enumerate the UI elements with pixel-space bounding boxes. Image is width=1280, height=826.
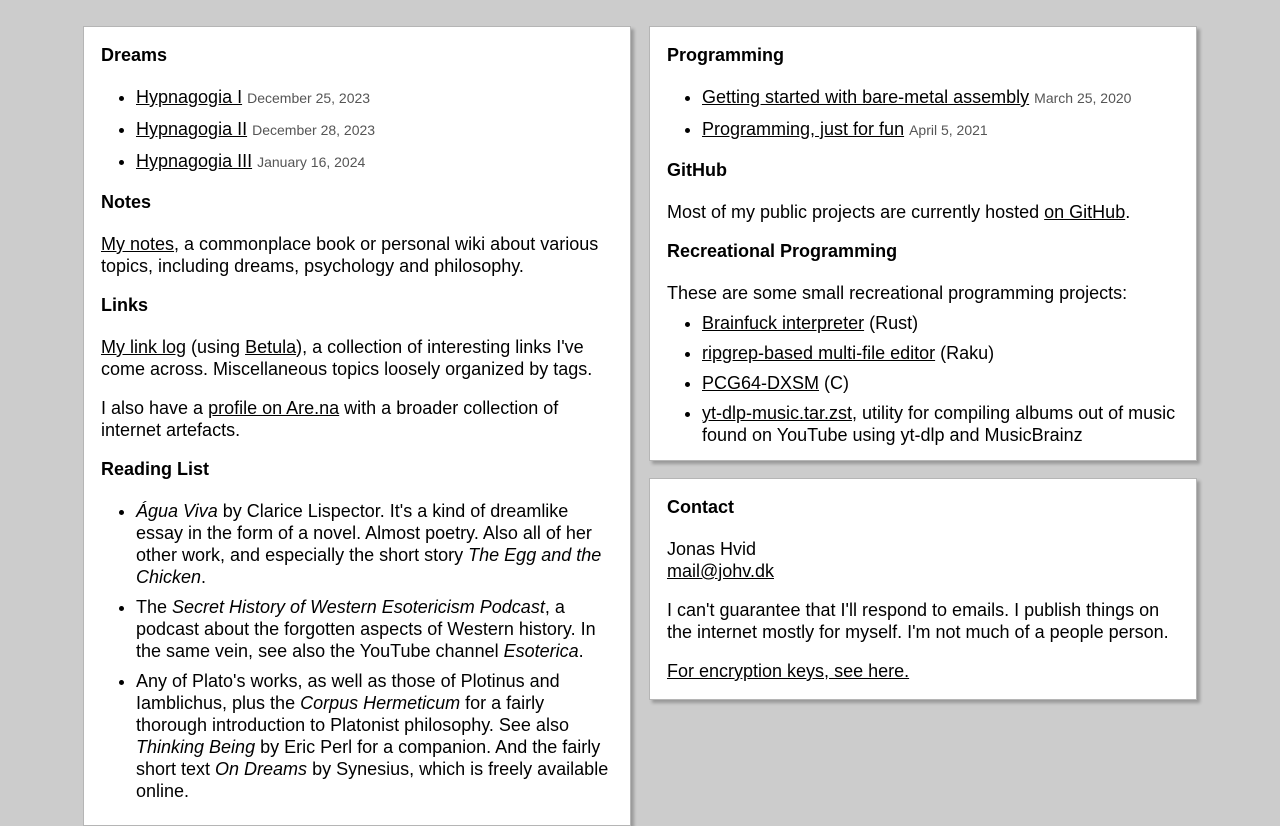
book-title: Corpus Hermeticum <box>300 693 461 713</box>
contact-heading: Contact <box>667 497 734 517</box>
programming-heading: Programming <box>667 45 785 65</box>
programming-card <box>649 26 1197 461</box>
book-title: On Dreams <box>215 759 308 779</box>
project-note: (Raku) <box>935 343 995 363</box>
reading-text: The <box>136 597 173 617</box>
list-item <box>136 670 613 802</box>
list-item <box>136 596 613 662</box>
reading-text: by Eric Perl for a companion. And the fairly short text <box>136 737 601 779</box>
reading-text: . <box>578 641 584 661</box>
reading-text: . <box>201 567 207 587</box>
reading-list-heading: Reading List <box>101 459 210 479</box>
recreational-intro: These are some small recreational programming projects: <box>667 283 1128 303</box>
list-item <box>702 312 1179 334</box>
dreams-heading: Dreams <box>101 45 168 65</box>
github-text: Most of my public projects are currently hosted <box>667 202 1045 222</box>
list-item <box>136 86 613 109</box>
book-title: Água Viva <box>136 501 218 521</box>
podcast-title: Secret History of Western Esotericism Podcast <box>172 597 545 617</box>
reading-text: by Synesius, which is freely available online. <box>136 759 609 801</box>
book-title: Thinking Being <box>136 737 256 757</box>
arena-text: with a broader collection of internet artefacts. <box>101 398 559 440</box>
reading-list <box>101 500 613 802</box>
my-notes-link[interactable]: My notes <box>101 234 175 254</box>
programming-list <box>667 86 1179 141</box>
notes-heading: Notes <box>101 192 152 212</box>
post-date: March 25, 2020 <box>1034 90 1132 106</box>
notes-text: , a commonplace book or personal wiki about various topics, including dreams, psychology and philosophy. <box>101 234 599 276</box>
github-link[interactable]: on GitHub <box>1044 202 1126 222</box>
book-title: The Egg and the Chicken <box>136 545 602 587</box>
reading-text: Any of Plato's works, as well as those of Plotinus and Iamblichus, plus the <box>136 671 560 713</box>
arena-text: I also have a <box>101 398 209 418</box>
channel-title: Esoterica <box>503 641 579 661</box>
links-heading: Links <box>101 295 149 315</box>
post-date: December 28, 2023 <box>252 122 376 138</box>
notes-paragraph <box>101 233 613 277</box>
dream-link-2[interactable]: Hypnagogia II <box>136 119 248 139</box>
just-for-fun-link[interactable]: Programming, just for fun <box>702 119 905 139</box>
contact-card <box>649 478 1197 700</box>
list-item <box>702 86 1179 109</box>
post-date: December 25, 2023 <box>247 90 371 106</box>
contact-details <box>667 538 1179 582</box>
dream-link-1[interactable]: Hypnagogia I <box>136 87 243 107</box>
list-item <box>702 402 1179 446</box>
pcg64-link[interactable]: PCG64-DXSM <box>702 373 820 393</box>
list-item <box>702 118 1179 141</box>
links-paragraph <box>101 336 613 380</box>
bare-metal-link[interactable]: Getting started with bare-metal assembly <box>702 87 1030 107</box>
reading-text: for a fairly thorough introduction to Platonist philosophy. See also <box>136 693 569 735</box>
project-note: (Rust) <box>864 313 919 333</box>
link-log-link[interactable]: My link log <box>101 337 187 357</box>
list-item <box>136 500 613 588</box>
list-item <box>702 342 1179 364</box>
contact-name: Jonas Hvid <box>667 539 757 559</box>
dream-link-3[interactable]: Hypnagogia III <box>136 151 253 171</box>
recreational-heading: Recreational Programming <box>667 241 898 261</box>
list-item <box>136 150 613 173</box>
arena-link[interactable]: profile on Are.na <box>208 398 340 418</box>
github-heading: GitHub <box>667 160 727 180</box>
links-text: (using <box>186 337 246 357</box>
list-item <box>702 372 1179 394</box>
yt-dlp-music-link[interactable]: yt-dlp-music.tar.zst <box>702 403 853 423</box>
github-paragraph <box>667 201 1179 223</box>
post-date: April 5, 2021 <box>909 122 988 138</box>
betula-link[interactable]: Betula <box>245 337 297 357</box>
list-item <box>136 118 613 141</box>
project-note: , utility for compiling albums out of music found on YouTube using yt-dlp and MusicBrainz <box>702 403 1176 445</box>
reading-text: by Clarice Lispector. It's a kind of dreamlike essay in the form of a novel. Almost poetry. Also all of her other work, and especially the short story <box>136 501 592 565</box>
encryption-keys-link[interactable]: For encryption keys, see here. <box>667 661 910 681</box>
left-card <box>83 26 631 826</box>
dreams-list <box>101 86 613 173</box>
github-text: . <box>1125 202 1131 222</box>
project-note: (C) <box>819 373 850 393</box>
contact-text: I can't guarantee that I'll respond to emails. I publish things on the internet mostly for myself. I'm not much of a people person. <box>667 600 1169 642</box>
arena-paragraph <box>101 397 613 441</box>
brainfuck-link[interactable]: Brainfuck interpreter <box>702 313 865 333</box>
post-date: January 16, 2024 <box>257 154 366 170</box>
recreational-list <box>667 312 1179 446</box>
email-link[interactable]: mail@johv.dk <box>667 561 774 581</box>
reading-text: , a podcast about the forgotten aspects of Western history. In the same vein, see also the YouTube channel <box>136 597 596 661</box>
links-text: ), a collection of interesting links I've come across. Miscellaneous topics loosely organized by tags. <box>101 337 593 379</box>
ripgrep-editor-link[interactable]: ripgrep-based multi-file editor <box>702 343 936 363</box>
keys-paragraph <box>667 660 1179 682</box>
